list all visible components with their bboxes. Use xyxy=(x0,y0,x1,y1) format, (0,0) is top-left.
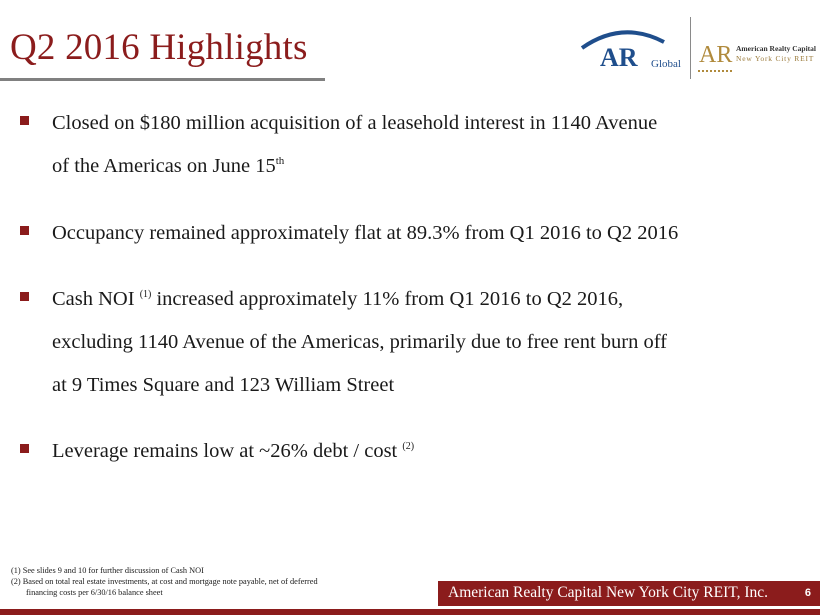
page-title: Q2 2016 Highlights xyxy=(10,27,308,68)
arc-monogram: AR xyxy=(699,42,733,68)
footnote-ref-2: (2) xyxy=(402,441,415,453)
footnote-2-line-1: (2) Based on total real estate investments, at cost and mortgage note payable, net of deferred xyxy=(11,577,318,586)
bullet-square-icon xyxy=(20,444,29,453)
footnote-2-line-2: financing costs per 6/30/16 balance sheet xyxy=(26,588,163,597)
bullet-3-line-2: excluding 1140 Avenue of the Americas, primarily due to free rent burn off xyxy=(52,331,667,353)
footnote-ref-1: (1) xyxy=(139,289,152,301)
bullet-3-line-1-b: increased approximately 11% from Q1 2016 to Q2 2016, xyxy=(151,288,624,310)
footnote-1: (1) See slides 9 and 10 for further discussion of Cash NOI xyxy=(11,566,204,575)
bullet-square-icon xyxy=(20,226,29,235)
ordinal-suffix: th xyxy=(275,155,285,168)
bullet-2-line-1: Occupancy remained approximately flat at 89.3% from Q1 2016 to Q2 2016 xyxy=(52,222,679,244)
bullet-3-line-1-a: Cash NOI xyxy=(52,288,140,310)
title-underline xyxy=(0,78,325,81)
logo-divider xyxy=(690,17,691,79)
bullet-3-line-1 xyxy=(52,288,623,311)
footer-company-name: American Realty Capital New York City REIT, Inc. xyxy=(448,584,768,601)
arc-dotted-rule xyxy=(698,70,732,72)
bullet-1-line-2 xyxy=(52,155,284,178)
ar-global-logo xyxy=(578,26,688,74)
bottom-rule xyxy=(0,609,820,615)
bullet-4-line-1 xyxy=(52,440,414,463)
page-number: 6 xyxy=(804,587,811,599)
bullet-1-line-1: Closed on $180 million acquisition of a leasehold interest in 1140 Avenue xyxy=(52,112,658,134)
bullet-square-icon xyxy=(20,292,29,301)
ar-global-word: Global xyxy=(651,58,681,70)
footer-bar xyxy=(438,581,820,606)
bullet-square-icon xyxy=(20,116,29,125)
arc-company-subtitle: New York City REIT xyxy=(736,54,815,63)
arc-monogram-logo xyxy=(697,38,737,70)
bullet-1-line-2-text: of the Americas on June 15 xyxy=(52,155,276,177)
bullet-3-line-3: at 9 Times Square and 123 William Street xyxy=(52,374,395,396)
arc-company-name: American Realty Capital xyxy=(736,44,816,53)
bullet-4-line-1-text: Leverage remains low at ~26% debt / cost xyxy=(52,440,403,462)
ar-global-letters: AR xyxy=(600,43,638,72)
